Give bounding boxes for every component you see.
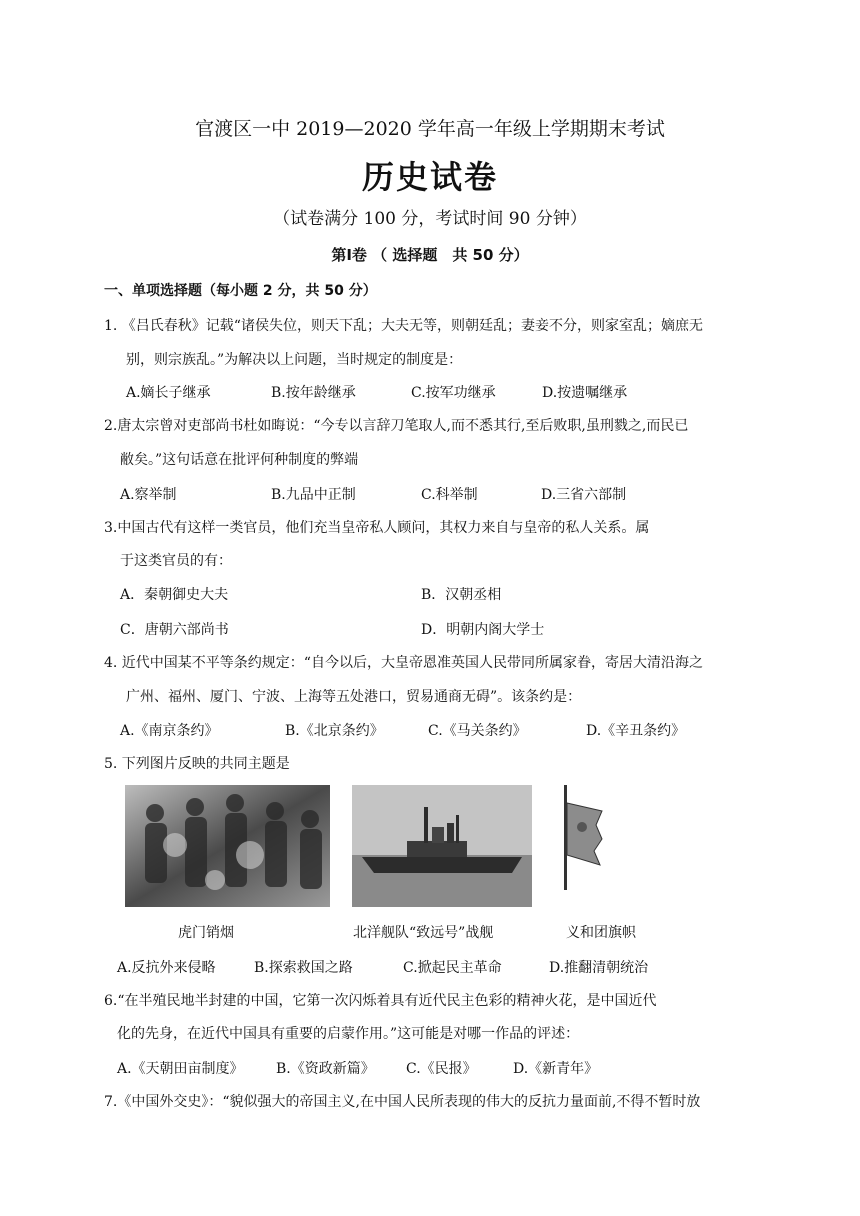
q5-option-c: C.掀起民主革命 [403, 960, 502, 976]
q6-stem-line2: 化的先身，在近代中国具有重要的启蒙作用。”这可能是对哪一作品的评述： [117, 1026, 580, 1042]
q2-stem-line2: 敝矣。”这句话意在批评何种制度的弊端 [120, 452, 359, 468]
humen-opium-relief-image [125, 785, 330, 907]
q4-option-b: B.《北京条约》 [285, 723, 384, 739]
exam-note: （试卷满分 100 分，考试时间 90 分钟） [273, 209, 587, 229]
q2-option-a: A.察举制 [120, 487, 177, 503]
exam-school-line: 官渡区一中 2019—2020 学年高一年级上学期期末考试 [195, 118, 665, 140]
q3-stem-line2: 于这类官员的有： [120, 553, 232, 569]
q6-option-a: A.《天朝田亩制度》 [117, 1061, 244, 1077]
q6-option-c: C.《民报》 [406, 1061, 477, 1077]
zhiyuan-warship-photo [352, 785, 532, 907]
q1-stem-line1: 1. 《吕氏春秋》记载“诸侯失位，则天下乱；大夫无等，则朝廷乱；妻妾不分，则家室乱；嫡庶无 [104, 318, 703, 334]
part-heading: 第Ⅰ卷 （ 选择题 共 50 分） [331, 246, 529, 264]
q3-option-c: C．唐朝六部尚书 [120, 622, 229, 638]
q3-option-a: A．秦朝御史大夫 [120, 587, 229, 603]
exam-subject-title: 历史试卷 [361, 158, 498, 196]
q4-option-c: C.《马关条约》 [428, 723, 527, 739]
q5-caption-2: 北洋舰队“致远号”战舰 [353, 925, 494, 941]
q6-option-b: B.《资政新篇》 [276, 1061, 375, 1077]
q1-option-d: D.按遗嘱继承 [542, 385, 628, 401]
q5-stem-line1: 5. 下列图片反映的共同主题是 [104, 756, 290, 772]
q1-option-b: B.按年龄继承 [271, 385, 356, 401]
q5-caption-1: 虎门销烟 [178, 925, 234, 941]
q1-option-c: C.按军功继承 [411, 385, 496, 401]
q5-option-d: D.推翻清朝统治 [549, 960, 649, 976]
q6-option-d: D.《新青年》 [513, 1061, 599, 1077]
q7-stem-line1: 7.《中国外交史》：“貌似强大的帝国主义,在中国人民所表现的伟大的反抗力量面前,不得不暂时放 [104, 1094, 701, 1110]
q2-option-b: B.九品中正制 [271, 487, 356, 503]
q4-stem-line1: 4. 近代中国某不平等条约规定：“自今以后，大皇帝恩准英国人民带同所属家眷，寄居大清沿海之 [104, 655, 703, 671]
q3-option-d: D．明朝内阁大学士 [421, 622, 545, 638]
q5-option-a: A.反抗外来侵略 [117, 960, 216, 976]
boxer-banner-image [556, 785, 606, 890]
q1-stem-line2: 别，则宗族乱。”为解决以上问题，当时规定的制度是： [126, 352, 463, 368]
q4-stem-line2: 广州、福州、厦门、宁波、上海等五处港口，贸易通商无碍”。该条约是： [126, 689, 582, 705]
q3-option-b: B．汉朝丞相 [421, 587, 502, 603]
q6-stem-line1: 6.“在半殖民地半封建的中国，它第一次闪烁着具有近代民主色彩的精神火花，是中国近代 [104, 993, 657, 1009]
q2-option-d: D.三省六部制 [541, 487, 627, 503]
q1-option-a: A.嫡长子继承 [126, 385, 211, 401]
section-heading: 一、单项选择题（每小题 2 分，共 50 分） [104, 283, 377, 299]
q4-option-d: D.《辛丑条约》 [586, 723, 686, 739]
q3-stem-line1: 3.中国古代有这样一类官员，他们充当皇帝私人顾问，其权力来自与皇帝的私人关系。属 [104, 520, 650, 536]
q5-caption-3: 义和团旗帜 [566, 925, 636, 941]
q2-option-c: C.科举制 [421, 487, 478, 503]
q4-option-a: A.《南京条约》 [120, 723, 219, 739]
q2-stem-line1: 2.唐太宗曾对吏部尚书杜如晦说：“今专以言辞刀笔取人,而不悉其行,至后败职,虽刑戮之,而民已 [104, 418, 689, 434]
q5-option-b: B.探索救国之路 [254, 960, 353, 976]
